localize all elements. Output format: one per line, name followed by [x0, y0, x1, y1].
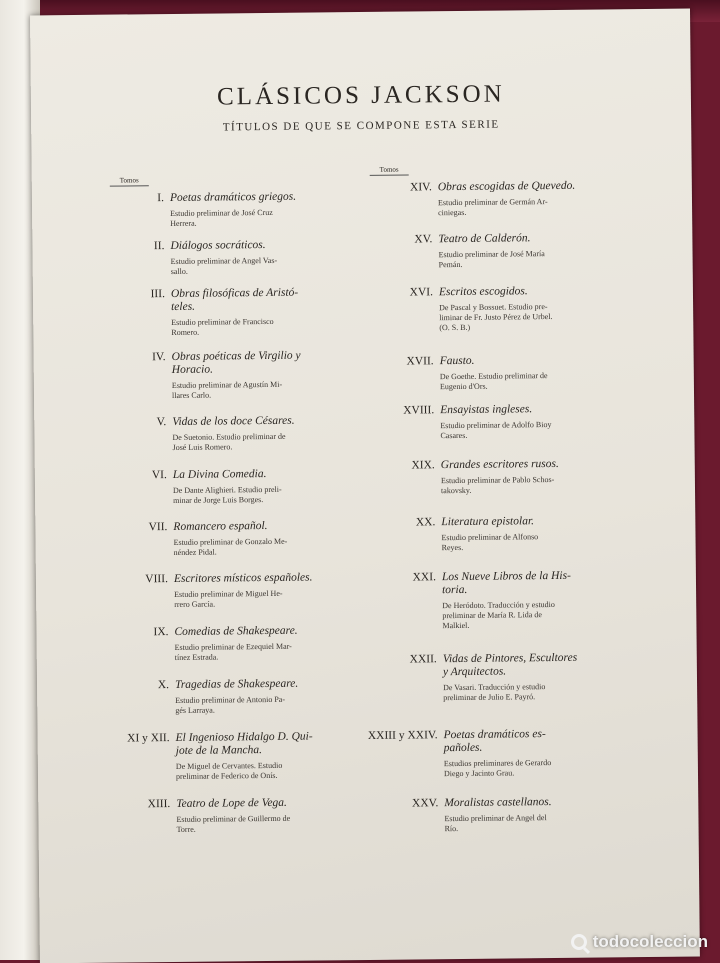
- volume-description: Río.: [444, 824, 459, 834]
- volume-title: pañoles.: [443, 741, 483, 755]
- volume-description: De Dante Alighieri. Estudio preli-: [172, 484, 282, 495]
- volume-title: Fausto.: [439, 354, 475, 368]
- volume-number: XVIII.: [403, 404, 435, 417]
- book-page: [30, 9, 700, 963]
- volume-number: XIII.: [147, 798, 171, 811]
- volume-title: Moralistas castellanos.: [444, 796, 552, 810]
- magnifier-icon: [571, 934, 587, 950]
- volume-description: Estudio preliminar de Francisco: [171, 316, 274, 327]
- volume-description: Estudio preliminar de Antonio Pa-: [175, 694, 286, 705]
- right-column-header: Tomos: [370, 165, 409, 175]
- volume-description: Estudios preliminares de Gerardo: [443, 758, 552, 769]
- volume-description: preliminar de Julio E. Payró.: [443, 692, 536, 703]
- volume-number: V.: [156, 416, 167, 429]
- volume-description: Estudio preliminar de Pablo Schos-: [440, 474, 555, 486]
- volume-description: preliminar de María R. Lida de: [442, 610, 542, 621]
- volume-description: Estudio preliminar de Gonzalo Me-: [173, 536, 288, 547]
- volume-title: teles.: [171, 300, 196, 313]
- volume-description: Estudio preliminar de Guillermo de: [176, 813, 291, 824]
- volume-description: liminar de Fr. Justo Pérez de Urbel.: [439, 312, 553, 323]
- watermark: [571, 932, 708, 952]
- volume-description: Estudio preliminar de José Cruz: [170, 207, 273, 218]
- volume-description: llares Carlo.: [171, 390, 212, 400]
- volume-description: Malkiel.: [442, 620, 470, 631]
- volume-number: XXV.: [411, 797, 439, 810]
- left-column-header: Tomos: [110, 176, 149, 186]
- volume-description: rrero García.: [174, 599, 216, 609]
- volume-number: XXII.: [409, 653, 437, 666]
- volume-number: XXI.: [412, 571, 436, 584]
- volume-description: Diego y Jacinto Grau.: [443, 768, 515, 779]
- volume-title: Teatro de Lope de Vega.: [176, 796, 287, 810]
- volume-number: VII.: [148, 521, 168, 534]
- volume-description: néndez Pidal.: [173, 547, 217, 557]
- volume-description: Estudio preliminar de José María: [438, 249, 545, 260]
- volume-number: XVI.: [409, 286, 434, 299]
- volume-description: De Miguel de Cervantes. Estudio: [175, 760, 283, 771]
- volume-description: takovsky.: [440, 485, 472, 496]
- volume-description: ciniegas.: [438, 207, 467, 218]
- volume-description: Estudio preliminar de Germán Ar-: [437, 197, 548, 208]
- volume-number: I.: [157, 192, 165, 205]
- volume-title: Vidas de Pintores, Escultores: [442, 651, 578, 666]
- volume-number: IV.: [152, 351, 166, 364]
- volume-title: La Divina Comedia.: [172, 468, 267, 481]
- page-subtitle: TÍTULOS DE QUE SE COMPONE ESTA SERIE: [222, 118, 500, 134]
- volume-title: y Arquitectos.: [442, 665, 507, 679]
- volume-title: Literatura epistolar.: [441, 515, 535, 529]
- volume-number: XVII.: [406, 355, 434, 368]
- volume-description: minar de Jorge Luis Borges.: [173, 495, 264, 505]
- volume-title: Tragedias de Shakespeare.: [174, 677, 299, 691]
- volume-description: Estudio preliminar de Alfonso: [441, 532, 539, 543]
- volume-number: VI.: [151, 469, 167, 482]
- volume-title: Escritores místicos españoles.: [173, 571, 313, 585]
- volume-description: Eugenio d'Ors.: [439, 381, 488, 392]
- volume-title: Poetas dramáticos es-: [443, 728, 546, 742]
- volume-description: preliminar de Federico de Onís.: [175, 770, 278, 781]
- watermark-text: todocoleccion: [592, 932, 708, 951]
- volume-description: De Heródoto. Traducción y estudio: [442, 599, 555, 611]
- volume-description: Torre.: [176, 824, 196, 834]
- volume-description: tínez Estrada.: [174, 652, 219, 662]
- volume-description: José Luis Romero.: [172, 442, 233, 452]
- volume-title: Obras poéticas de Virgilio y: [171, 349, 301, 363]
- volume-title: Ensayistas ingleses.: [440, 403, 533, 417]
- volume-description: Estudio preliminar de Agustín Mi-: [171, 379, 283, 390]
- volume-description: De Suetonio. Estudio preliminar de: [172, 431, 286, 442]
- volume-description: Estudio preliminar de Ezequiel Mar-: [174, 641, 292, 652]
- volume-description: (O. S. B.): [439, 322, 471, 333]
- volume-number: X.: [157, 679, 170, 692]
- volume-title: Comedias de Shakespeare.: [174, 624, 298, 638]
- volume-title: El Ingenioso Hidalgo D. Qui-: [175, 730, 313, 744]
- volume-title: Horacio.: [171, 363, 214, 376]
- volume-title: Los Nueve Libros de la His-: [441, 569, 571, 584]
- volume-number: XX.: [415, 516, 436, 529]
- volume-title: Grandes escritores rusos.: [440, 457, 559, 472]
- volume-number: IX.: [153, 626, 169, 639]
- volume-title: Obras escogidas de Quevedo.: [437, 179, 576, 194]
- volume-description: Estudio preliminar de Adolfo Bioy: [440, 420, 552, 431]
- volume-description: sallo.: [170, 266, 188, 276]
- volume-description: De Goethe. Estudio preliminar de: [439, 371, 548, 382]
- volume-description: Casares.: [440, 430, 468, 441]
- volume-number: XIV.: [409, 181, 432, 194]
- volume-number: XXIII y XXIV.: [367, 729, 438, 742]
- volume-title: Romancero español.: [173, 519, 268, 533]
- volume-description: De Pascal y Bossuet. Estudio pre-: [439, 302, 548, 313]
- volume-title: Diálogos socráticos.: [170, 239, 266, 252]
- volume-number: II.: [153, 240, 165, 253]
- volume-description: Reyes.: [441, 542, 464, 553]
- volume-number: XIX.: [411, 459, 435, 472]
- volume-description: Pemán.: [438, 259, 463, 270]
- volume-title: Escritos escogidos.: [438, 285, 528, 299]
- volume-description: Herrera.: [170, 218, 197, 228]
- volume-number: XI y XII.: [127, 732, 170, 745]
- volume-description: gés Larraya.: [175, 705, 215, 715]
- volume-title: Vidas de los doce Césares.: [172, 414, 295, 428]
- volume-description: Romero.: [171, 327, 200, 337]
- volume-description: De Vasari. Traducción y estudio: [443, 682, 546, 693]
- volume-title: Poetas dramáticos griegos.: [169, 190, 297, 205]
- volume-description: Estudio preliminar de Miguel He-: [174, 588, 283, 599]
- volume-title: Obras filosóficas de Aristó-: [170, 286, 299, 300]
- volume-description: Estudio preliminar de Angel Vas-: [170, 255, 278, 266]
- volume-number: III.: [150, 288, 166, 301]
- volume-title: Teatro de Calderón.: [438, 232, 531, 246]
- volume-description: Estudio preliminar de Angel del: [444, 813, 547, 824]
- volume-number: VIII.: [145, 573, 168, 586]
- volume-number: XV.: [414, 233, 433, 246]
- volume-title: jote de la Mancha.: [175, 744, 263, 757]
- page-title: CLÁSICOS JACKSON: [216, 80, 505, 111]
- volume-title: toria.: [441, 583, 468, 597]
